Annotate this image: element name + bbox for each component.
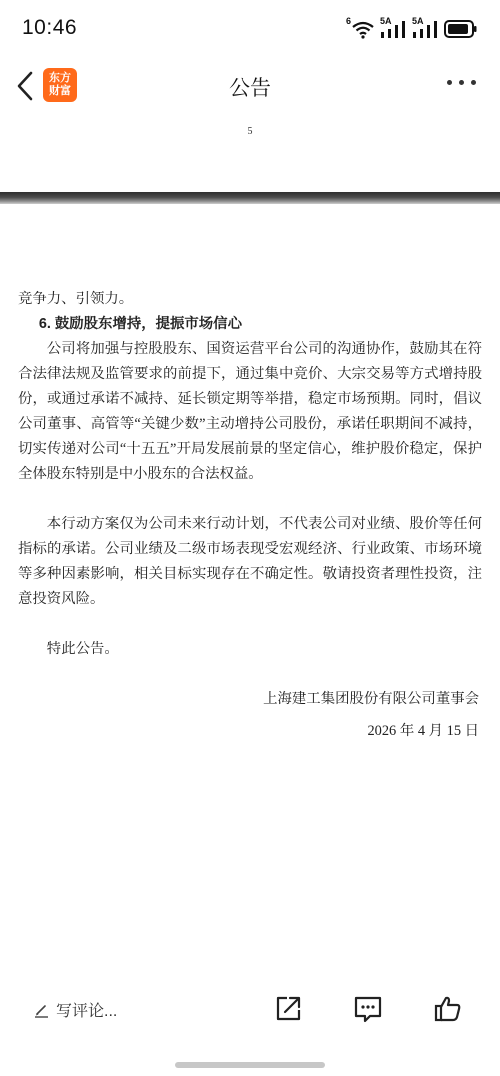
page-title: 公告 xyxy=(229,77,271,100)
signal-icon xyxy=(380,16,406,39)
app-header xyxy=(0,58,500,114)
section-heading: 6. 鼓励股东增持，提振市场信心 xyxy=(38,316,242,332)
page-divider xyxy=(0,192,500,204)
status-time: 10:46 xyxy=(22,16,78,39)
more-dots-icon xyxy=(471,80,476,85)
page-number: 5 xyxy=(247,126,253,137)
paragraph: 公司将加强与控股股东、国资运营平台公司的沟通协作，鼓励其在符合法律法规及监管要求的前提下，通过集中竞价、大宗交易等方式增持股份，或通过承诺不减持、延长锁定期等举措，稳定市场预期。同时，倡议公司董事、高管等“关键少数”主动增持公司股份，承诺任职期间不减持，切实传递对公司“十五五”开局发展前景的坚定信心，维护股价稳定，保护全体股东特别是中小股东的合法权益。 xyxy=(18,341,482,482)
announcement-date: 2026 年 4 月 15 日 xyxy=(367,723,479,739)
logo-text: 东方 xyxy=(49,72,71,84)
bottom-action-bar xyxy=(0,978,500,1042)
pencil-icon xyxy=(34,1002,50,1018)
status-icons xyxy=(346,16,478,40)
share-icon xyxy=(273,994,303,1024)
like-button[interactable] xyxy=(433,994,463,1024)
more-dots-icon xyxy=(447,80,452,85)
status-bar xyxy=(0,0,500,58)
wifi-icon xyxy=(346,16,374,39)
home-indicator[interactable] xyxy=(175,1062,325,1068)
thumbs-up-icon xyxy=(433,994,463,1024)
more-dots-icon xyxy=(459,80,464,85)
signal-label: 5A xyxy=(380,16,392,26)
comment-placeholder: 写评论... xyxy=(56,1003,118,1020)
logo-text: 财富 xyxy=(49,85,71,97)
signal-label: 5A xyxy=(412,16,424,26)
comment-bubble-icon xyxy=(353,994,383,1024)
signature: 上海建工集团股份有限公司董事会 xyxy=(263,691,479,707)
announcement-content xyxy=(18,287,482,744)
battery-icon xyxy=(444,19,478,39)
paragraph: 竞争力、引领力。 xyxy=(18,291,134,307)
comments-button[interactable] xyxy=(353,994,383,1024)
signal-icon xyxy=(412,16,438,39)
share-button[interactable] xyxy=(273,994,303,1024)
paragraph: 本行动方案仅为公司未来行动计划，不代表公司对业绩、股价等任何指标的承诺。公司业绩及二级市场表现受宏观经济、行业政策、市场环境等多种因素影响，相关目标实现存在不确定性。敬请投资者理性投资，注意投资风险。 xyxy=(18,516,482,607)
closing-statement: 特此公告。 xyxy=(46,641,119,657)
write-comment-button[interactable] xyxy=(34,998,117,1021)
wifi-badge: 6 xyxy=(346,16,352,26)
more-button[interactable] xyxy=(447,80,476,85)
